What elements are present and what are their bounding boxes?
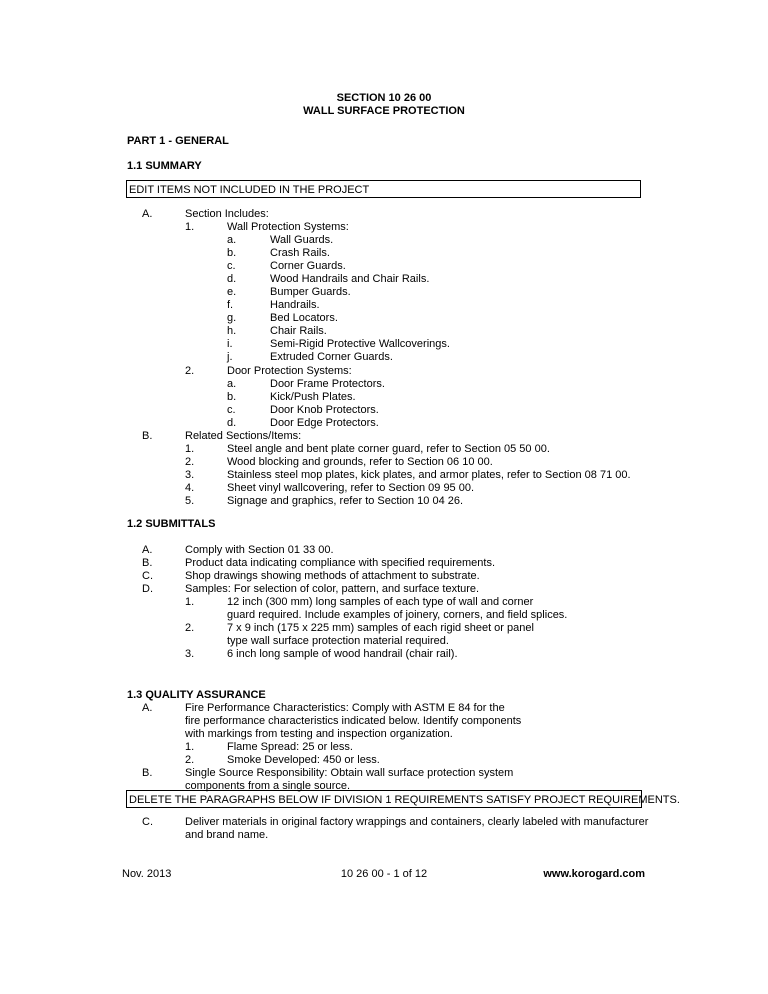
list-label: A. [142,208,153,220]
list-text: Deliver materials in original factory wrappings and containers, clearly labeled with manufacturer [185,816,649,828]
section-number: SECTION 10 26 00 [336,92,432,104]
list-text-continued: fire performance characteristics indicated below. Identify components [185,715,522,727]
list-text: Bed Locators. [270,312,338,324]
list-text: Door Knob Protectors. [270,404,379,416]
list-letter: c. [227,404,236,416]
list-text: Related Sections/Items: [185,430,302,442]
list-text: 7 x 9 inch (175 x 225 mm) samples of each rigid sheet or panel [227,622,534,634]
list-text: Samples: For selection of color, pattern, and surface texture. [185,583,480,595]
footer-page-number: 10 26 00 - 1 of 12 [340,868,428,880]
list-text: 6 inch long sample of wood handrail (chair rail). [227,648,458,660]
editor-note-text: DELETE THE PARAGRAPHS BELOW IF DIVISION 1 REQUIREMENTS SATISFY PROJECT REQUIREMENTS. [129,794,680,806]
list-letter: d. [227,417,237,429]
list-text: Door Frame Protectors. [270,378,385,390]
list-text-continued: with markings from testing and inspection organization. [185,728,453,740]
list-letter: b. [227,247,237,259]
list-label: B. [142,430,153,442]
list-letter: h. [227,325,237,337]
list-text: Product data indicating compliance with specified requirements. [185,557,495,569]
list-text: Fire Performance Characteristics: Comply with ASTM E 84 for the [185,702,505,714]
part-heading: PART 1 - GENERAL [127,135,229,147]
list-text: Wall Guards. [270,234,334,246]
list-number: 2. [185,456,195,468]
list-letter: g. [227,312,237,324]
list-number: 3. [185,469,195,481]
editor-note-text: EDIT ITEMS NOT INCLUDED IN THE PROJECT [129,184,370,196]
list-letter: b. [227,391,237,403]
list-letter: c. [227,260,236,272]
submittals-heading: 1.2 SUBMITTALS [127,518,216,530]
list-letter: i. [227,338,233,350]
list-number: 1. [185,221,195,233]
list-text: Kick/Push Plates. [270,391,356,403]
list-number: 2. [185,622,195,634]
list-text: Door Protection Systems: [227,365,352,377]
list-text: Corner Guards. [270,260,346,272]
list-text-continued: components from a single source. [185,780,351,792]
list-text: Chair Rails. [270,325,327,337]
list-text: 12 inch (300 mm) long samples of each type of wall and corner [227,596,534,608]
list-label: D. [142,583,153,595]
list-letter: a. [227,234,237,246]
list-letter: e. [227,286,237,298]
list-text: Shop drawings showing methods of attachment to substrate. [185,570,480,582]
list-text-continued: type wall surface protection material required. [227,635,449,647]
list-text: Comply with Section 01 33 00. [185,544,334,556]
list-letter: d. [227,273,237,285]
list-label: A. [142,544,153,556]
list-label: C. [142,570,153,582]
editor-note-box [126,180,641,198]
list-text: Wood blocking and grounds, refer to Section 06 10 00. [227,456,493,468]
list-text: Stainless steel mop plates, kick plates, and armor plates, refer to Section 08 71 00. [227,469,631,481]
list-letter: f. [227,299,234,311]
section-title: WALL SURFACE PROTECTION [303,105,465,117]
list-text: Door Edge Protectors. [270,417,379,429]
list-number: 1. [185,596,195,608]
list-number: 3. [185,648,195,660]
list-number: 2. [185,365,195,377]
list-text: Semi-Rigid Protective Wallcoverings. [270,338,450,350]
list-label: C. [142,816,153,828]
list-number: 2. [185,754,195,766]
list-text: Steel angle and bent plate corner guard, refer to Section 05 50 00. [227,443,550,455]
list-label: B. [142,557,153,569]
list-text-continued: guard required. Include examples of joinery, corners, and field splices. [227,609,568,621]
list-number: 1. [185,741,195,753]
list-text: Wall Protection Systems: [227,221,349,233]
list-number: 1. [185,443,195,455]
list-number: 4. [185,482,195,494]
list-label: A. [142,702,153,714]
editor-note-box [126,790,680,808]
footer-url[interactable]: www.korogard.com [543,868,645,880]
list-number: 5. [185,495,195,507]
summary-heading: 1.1 SUMMARY [127,160,202,172]
list-text: Single Source Responsibility: Obtain wall surface protection system [185,767,514,779]
list-text: Flame Spread: 25 or less. [227,741,353,753]
quality-assurance-heading: 1.3 QUALITY ASSURANCE [127,689,266,701]
list-text: Extruded Corner Guards. [270,351,393,363]
list-label: B. [142,767,153,779]
list-letter: a. [227,378,237,390]
footer-date: Nov. 2013 [122,868,172,880]
list-text: Handrails. [270,299,320,311]
list-text: Section Includes: [185,208,269,220]
list-text-continued: and brand name. [185,829,269,841]
list-text: Signage and graphics, refer to Section 10 04 26. [227,495,464,507]
list-text: Crash Rails. [270,247,330,259]
list-text: Bumper Guards. [270,286,351,298]
list-letter: j. [227,351,233,363]
list-text: Wood Handrails and Chair Rails. [270,273,430,285]
list-text: Smoke Developed: 450 or less. [227,754,380,766]
list-text: Sheet vinyl wallcovering, refer to Section 09 95 00. [227,482,475,494]
